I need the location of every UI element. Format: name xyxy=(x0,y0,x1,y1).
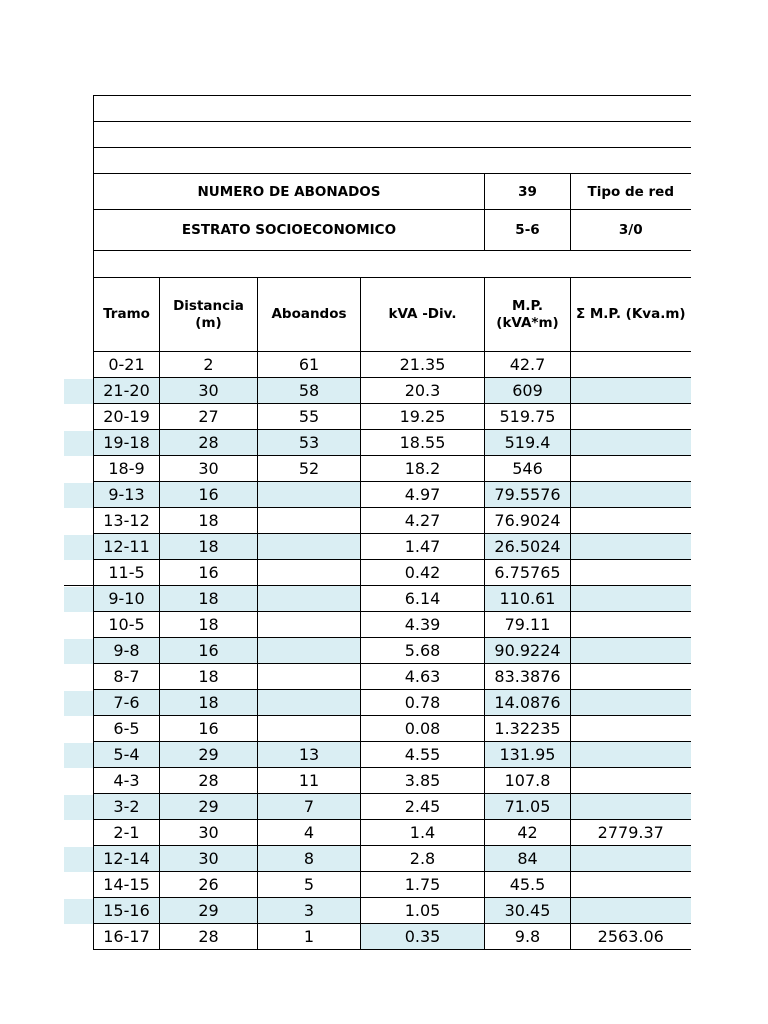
aboandos-cell[interactable] xyxy=(258,612,361,638)
tramo-cell[interactable]: 16-17 xyxy=(94,924,160,950)
kva-cell[interactable]: 18.2 xyxy=(361,456,485,482)
sum-mp-cell[interactable] xyxy=(571,482,691,508)
distancia-cell[interactable]: 18 xyxy=(160,664,258,690)
distancia-cell[interactable]: 29 xyxy=(160,898,258,924)
table-row xyxy=(94,690,691,716)
sum-mp-cell[interactable] xyxy=(571,898,691,924)
blank-cell[interactable] xyxy=(94,251,691,278)
distancia-cell[interactable]: 30 xyxy=(160,820,258,846)
aboandos-cell[interactable] xyxy=(258,482,361,508)
header-sum-mp[interactable]: Σ M.P. (Kva.m) xyxy=(571,278,691,352)
kva-cell[interactable]: 5.68 xyxy=(361,638,485,664)
tramo-cell[interactable]: 0-21 xyxy=(94,352,160,378)
sum-mp-cell[interactable] xyxy=(571,690,691,716)
table-row xyxy=(94,456,691,482)
distancia-cell[interactable]: 16 xyxy=(160,638,258,664)
table-row xyxy=(94,482,691,508)
mp-cell[interactable]: 14.0876 xyxy=(485,690,571,716)
aboandos-cell[interactable] xyxy=(258,534,361,560)
mp-cell[interactable]: 45.5 xyxy=(485,872,571,898)
aboandos-cell[interactable]: 5 xyxy=(258,872,361,898)
aboandos-cell[interactable] xyxy=(258,716,361,742)
red-value[interactable]: 3/0 xyxy=(571,210,691,251)
aboandos-cell[interactable]: 53 xyxy=(258,430,361,456)
sum-mp-cell[interactable] xyxy=(571,378,691,404)
kva-cell[interactable]: 0.35 xyxy=(361,924,485,950)
sum-mp-cell[interactable] xyxy=(571,872,691,898)
tramo-cell[interactable]: 14-15 xyxy=(94,872,160,898)
tramo-cell[interactable]: 12-14 xyxy=(94,846,160,872)
margin-band xyxy=(64,535,93,560)
tramo-cell[interactable]: 2-1 xyxy=(94,820,160,846)
margin-band xyxy=(64,795,93,820)
red-label[interactable]: Tipo de red xyxy=(571,174,691,210)
table-row xyxy=(94,534,691,560)
mp-cell[interactable]: 83.3876 xyxy=(485,664,571,690)
table-row xyxy=(94,378,691,404)
mp-cell[interactable]: 110.61 xyxy=(485,586,571,612)
mp-cell[interactable]: 79.5576 xyxy=(485,482,571,508)
sum-mp-cell[interactable] xyxy=(571,352,691,378)
kva-cell[interactable]: 1.4 xyxy=(361,820,485,846)
aboandos-cell[interactable] xyxy=(258,560,361,586)
table-row xyxy=(94,794,691,820)
blank-row-2 xyxy=(94,122,691,148)
estrato-row xyxy=(94,210,691,251)
aboandos-cell[interactable] xyxy=(258,508,361,534)
gap-row xyxy=(94,251,691,278)
distancia-cell[interactable]: 28 xyxy=(160,924,258,950)
blank-cell[interactable] xyxy=(94,96,691,122)
tramo-cell[interactable]: 15-16 xyxy=(94,898,160,924)
aboandos-cell[interactable] xyxy=(258,638,361,664)
distancia-cell[interactable]: 30 xyxy=(160,378,258,404)
margin-band xyxy=(64,483,93,508)
distancia-cell[interactable]: 18 xyxy=(160,508,258,534)
sum-mp-cell[interactable]: 2563.06 xyxy=(571,924,691,950)
distancia-cell[interactable]: 18 xyxy=(160,586,258,612)
kva-cell[interactable]: 4.97 xyxy=(361,482,485,508)
sum-mp-cell[interactable] xyxy=(571,612,691,638)
abonados-label[interactable]: NUMERO DE ABONADOS xyxy=(94,174,485,210)
aboandos-cell[interactable]: 1 xyxy=(258,924,361,950)
sum-mp-cell[interactable] xyxy=(571,716,691,742)
distancia-cell[interactable]: 28 xyxy=(160,768,258,794)
margin-band xyxy=(64,847,93,872)
kva-cell[interactable]: 20.3 xyxy=(361,378,485,404)
distancia-cell[interactable]: 29 xyxy=(160,794,258,820)
kva-cell[interactable]: 1.75 xyxy=(361,872,485,898)
blank-row-1 xyxy=(94,96,691,122)
sum-mp-cell[interactable]: 2779.37 xyxy=(571,820,691,846)
table-row xyxy=(94,586,691,612)
table-row xyxy=(94,664,691,690)
table-row xyxy=(94,716,691,742)
tramo-cell[interactable]: 11-5 xyxy=(94,560,160,586)
sum-mp-cell[interactable] xyxy=(571,404,691,430)
sum-mp-cell[interactable] xyxy=(571,794,691,820)
margin-band xyxy=(64,379,93,404)
tramo-cell[interactable]: 8-7 xyxy=(94,664,160,690)
blank-cell[interactable] xyxy=(94,148,691,174)
aboandos-cell[interactable]: 3 xyxy=(258,898,361,924)
kva-cell[interactable]: 18.55 xyxy=(361,430,485,456)
sheet-header-block xyxy=(94,96,691,352)
table-row xyxy=(94,872,691,898)
tramo-cell[interactable]: 9-10 xyxy=(94,586,160,612)
column-header-row xyxy=(94,278,691,352)
mp-cell[interactable]: 84 xyxy=(485,846,571,872)
sum-mp-cell[interactable] xyxy=(571,456,691,482)
mp-cell[interactable]: 1.32235 xyxy=(485,716,571,742)
distancia-cell[interactable]: 29 xyxy=(160,742,258,768)
header-kva[interactable]: kVA -Div. xyxy=(361,278,485,352)
table-row xyxy=(94,820,691,846)
tramo-cell[interactable]: 21-20 xyxy=(94,378,160,404)
sum-mp-cell[interactable] xyxy=(571,534,691,560)
tramo-cell[interactable]: 13-12 xyxy=(94,508,160,534)
aboandos-cell[interactable] xyxy=(258,690,361,716)
table-row xyxy=(94,768,691,794)
aboandos-cell[interactable]: 13 xyxy=(258,742,361,768)
mp-cell[interactable]: 30.45 xyxy=(485,898,571,924)
abonados-value[interactable]: 39 xyxy=(485,174,571,210)
data-rows xyxy=(94,352,691,950)
mp-cell[interactable]: 76.9024 xyxy=(485,508,571,534)
mp-cell[interactable]: 519.4 xyxy=(485,430,571,456)
tramo-cell[interactable]: 6-5 xyxy=(94,716,160,742)
margin-band xyxy=(64,899,93,924)
sum-mp-cell[interactable] xyxy=(571,742,691,768)
aboandos-cell[interactable]: 55 xyxy=(258,404,361,430)
kva-cell[interactable]: 2.8 xyxy=(361,846,485,872)
distancia-cell[interactable]: 18 xyxy=(160,612,258,638)
aboandos-cell[interactable]: 8 xyxy=(258,846,361,872)
tramo-cell[interactable]: 7-6 xyxy=(94,690,160,716)
distancia-cell[interactable]: 30 xyxy=(160,846,258,872)
sum-mp-cell[interactable] xyxy=(571,664,691,690)
header-aboandos[interactable]: Aboandos xyxy=(258,278,361,352)
kva-cell[interactable]: 2.45 xyxy=(361,794,485,820)
sum-mp-cell[interactable] xyxy=(571,768,691,794)
margin-band xyxy=(64,743,93,768)
distancia-cell[interactable]: 28 xyxy=(160,430,258,456)
margin-band xyxy=(64,639,93,664)
tramo-cell[interactable]: 9-8 xyxy=(94,638,160,664)
mp-cell[interactable]: 107.8 xyxy=(485,768,571,794)
mp-cell[interactable]: 42.7 xyxy=(485,352,571,378)
table-row xyxy=(94,404,691,430)
aboandos-cell[interactable]: 58 xyxy=(258,378,361,404)
header-tramo[interactable]: Tramo xyxy=(94,278,160,352)
table-row xyxy=(94,430,691,456)
aboandos-cell[interactable] xyxy=(258,586,361,612)
sum-mp-cell[interactable] xyxy=(571,560,691,586)
mp-cell[interactable]: 90.9224 xyxy=(485,638,571,664)
table-row xyxy=(94,612,691,638)
mp-cell[interactable]: 609 xyxy=(485,378,571,404)
aboandos-cell[interactable]: 61 xyxy=(258,352,361,378)
kva-cell[interactable]: 0.78 xyxy=(361,690,485,716)
aboandos-cell[interactable]: 4 xyxy=(258,820,361,846)
header-distancia[interactable]: Distancia (m) xyxy=(160,278,258,352)
table-row xyxy=(94,846,691,872)
kva-cell[interactable]: 1.05 xyxy=(361,898,485,924)
distancia-cell[interactable]: 30 xyxy=(160,456,258,482)
blank-row-3 xyxy=(94,148,691,174)
table-row xyxy=(94,352,691,378)
kva-cell[interactable]: 4.63 xyxy=(361,664,485,690)
aboandos-cell[interactable] xyxy=(258,664,361,690)
sum-mp-cell[interactable] xyxy=(571,430,691,456)
kva-cell[interactable]: 0.08 xyxy=(361,716,485,742)
tramo-cell[interactable]: 20-19 xyxy=(94,404,160,430)
table-row xyxy=(94,560,691,586)
margin-band xyxy=(64,691,93,716)
table-row xyxy=(94,638,691,664)
distancia-cell[interactable]: 27 xyxy=(160,404,258,430)
margin-band xyxy=(64,587,93,612)
distancia-cell[interactable]: 16 xyxy=(160,716,258,742)
kva-cell[interactable]: 4.55 xyxy=(361,742,485,768)
tramo-cell[interactable]: 18-9 xyxy=(94,456,160,482)
tramo-cell[interactable]: 10-5 xyxy=(94,612,160,638)
mp-cell[interactable]: 79.11 xyxy=(485,612,571,638)
distancia-cell[interactable]: 18 xyxy=(160,690,258,716)
tramo-cell[interactable]: 4-3 xyxy=(94,768,160,794)
tramo-cell[interactable]: 5-4 xyxy=(94,742,160,768)
distancia-cell[interactable]: 16 xyxy=(160,560,258,586)
aboandos-cell[interactable]: 7 xyxy=(258,794,361,820)
kva-cell[interactable]: 3.85 xyxy=(361,768,485,794)
sum-mp-cell[interactable] xyxy=(571,846,691,872)
estrato-label[interactable]: ESTRATO SOCIOECONOMICO xyxy=(94,210,485,251)
tramo-cell[interactable]: 12-11 xyxy=(94,534,160,560)
kva-cell[interactable]: 4.39 xyxy=(361,612,485,638)
mp-cell[interactable]: 9.8 xyxy=(485,924,571,950)
mp-cell[interactable]: 546 xyxy=(485,456,571,482)
tramo-cell[interactable]: 19-18 xyxy=(94,430,160,456)
mp-cell[interactable]: 6.75765 xyxy=(485,560,571,586)
sum-mp-cell[interactable] xyxy=(571,586,691,612)
tramo-cell[interactable]: 9-13 xyxy=(94,482,160,508)
mp-cell[interactable]: 26.5024 xyxy=(485,534,571,560)
mp-cell[interactable]: 71.05 xyxy=(485,794,571,820)
kva-cell[interactable]: 6.14 xyxy=(361,586,485,612)
header-mp[interactable]: M.P. (kVA*m) xyxy=(485,278,571,352)
table-row xyxy=(94,742,691,768)
kva-cell[interactable]: 4.27 xyxy=(361,508,485,534)
aboandos-cell[interactable]: 52 xyxy=(258,456,361,482)
mp-cell[interactable]: 42 xyxy=(485,820,571,846)
distancia-cell[interactable]: 18 xyxy=(160,534,258,560)
aboandos-cell[interactable]: 11 xyxy=(258,768,361,794)
table-row xyxy=(94,508,691,534)
abonados-row xyxy=(94,174,691,210)
blank-cell[interactable] xyxy=(94,122,691,148)
kva-cell[interactable]: 1.47 xyxy=(361,534,485,560)
table-row xyxy=(94,898,691,924)
sum-mp-cell[interactable] xyxy=(571,508,691,534)
kva-cell[interactable]: 0.42 xyxy=(361,560,485,586)
mp-cell[interactable]: 519.75 xyxy=(485,404,571,430)
distancia-cell[interactable]: 2 xyxy=(160,352,258,378)
sum-mp-cell[interactable] xyxy=(571,638,691,664)
distancia-cell[interactable]: 26 xyxy=(160,872,258,898)
kva-cell[interactable]: 19.25 xyxy=(361,404,485,430)
margin-band xyxy=(64,431,93,456)
spreadsheet-table xyxy=(93,95,691,950)
tramo-cell[interactable]: 3-2 xyxy=(94,794,160,820)
estrato-value[interactable]: 5-6 xyxy=(485,210,571,251)
kva-cell[interactable]: 21.35 xyxy=(361,352,485,378)
mp-cell[interactable]: 131.95 xyxy=(485,742,571,768)
distancia-cell[interactable]: 16 xyxy=(160,482,258,508)
table-row xyxy=(94,924,691,950)
